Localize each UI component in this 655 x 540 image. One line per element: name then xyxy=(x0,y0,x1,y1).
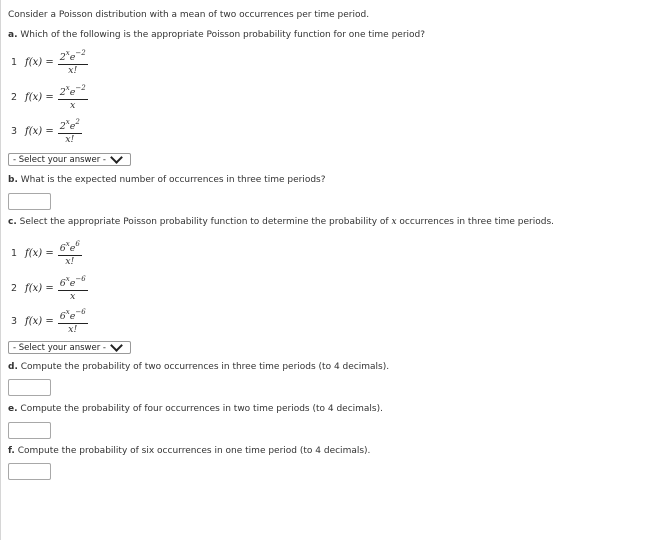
question-c-text-pre: Select the appropriate Poisson probability function to determine the probability of xyxy=(19,217,389,227)
option-fraction xyxy=(58,307,88,336)
fraction-numerator: $6^xe^{-6}$ xyxy=(59,308,86,323)
option-fraction xyxy=(58,48,88,77)
option-fraction xyxy=(58,274,88,303)
option-number: 1 xyxy=(11,248,18,260)
question-a-label: a. xyxy=(8,30,18,40)
question-a xyxy=(8,30,425,40)
question-f-text: Compute the probability of six occurrences in one time period (to 4 decimals). xyxy=(17,446,371,456)
fraction-numerator: $2^xe^{-2}$ xyxy=(59,84,86,99)
question-e-label: e. xyxy=(8,404,18,414)
answer-input-d[interactable] xyxy=(8,379,51,396)
option-lhs: f(x) = xyxy=(25,283,54,295)
option-number: 2 xyxy=(11,92,18,104)
option-c-2 xyxy=(11,274,88,303)
question-c-text-post: occurrences in three time periods. xyxy=(399,217,554,227)
intro-text: Consider a Poisson distribution with a mean of two occurrences per time period. xyxy=(8,10,370,20)
fraction-numerator: $2^xe^{-2}$ xyxy=(59,49,86,64)
fraction-numerator: $6^xe^{-6}$ xyxy=(59,275,86,290)
answer-input-e[interactable] xyxy=(8,422,51,439)
fraction-denominator: x xyxy=(70,100,76,112)
question-c-variable: x xyxy=(391,217,397,227)
option-number: 3 xyxy=(11,316,18,328)
answer-input-f[interactable] xyxy=(8,463,51,480)
select-label: - Select your answer - xyxy=(13,342,106,353)
fraction-numerator: $2^xe^2$ xyxy=(59,118,80,133)
option-fraction xyxy=(58,239,82,268)
option-fraction xyxy=(58,117,82,146)
question-d-label: d. xyxy=(8,362,18,372)
fraction-denominator: x! xyxy=(65,134,75,146)
option-a-2 xyxy=(11,83,88,112)
option-fraction xyxy=(58,83,88,112)
option-lhs: f(x) = xyxy=(25,316,54,328)
answer-select-a[interactable] xyxy=(8,153,131,166)
chevron-down-icon xyxy=(110,339,123,352)
question-b-label: b. xyxy=(8,175,18,185)
option-lhs: f(x) = xyxy=(25,126,54,138)
answer-select-c[interactable] xyxy=(8,341,131,354)
question-e xyxy=(8,404,383,414)
option-number: 2 xyxy=(11,283,18,295)
fraction-denominator: x xyxy=(70,291,76,303)
option-a-3 xyxy=(11,117,82,146)
fraction-denominator: x! xyxy=(68,65,78,77)
fraction-denominator: x! xyxy=(65,256,75,268)
option-lhs: f(x) = xyxy=(25,57,54,69)
answer-input-b[interactable] xyxy=(8,193,51,210)
option-c-3 xyxy=(11,307,88,336)
fraction-denominator: x! xyxy=(68,324,78,336)
chevron-down-icon xyxy=(110,151,123,164)
question-e-text: Compute the probability of four occurrences in two time periods (to 4 decimals). xyxy=(20,404,383,414)
option-c-1 xyxy=(11,239,82,268)
question-d xyxy=(8,362,389,372)
option-lhs: f(x) = xyxy=(25,92,54,104)
option-number: 3 xyxy=(11,126,18,138)
fraction-numerator: $6^xe^6$ xyxy=(59,240,80,255)
select-label: - Select your answer - xyxy=(13,154,106,165)
question-b xyxy=(8,175,326,185)
question-a-text: Which of the following is the appropriate Poisson probability function for one time period? xyxy=(20,30,426,40)
option-number: 1 xyxy=(11,57,18,69)
option-a-1 xyxy=(11,48,88,77)
question-c xyxy=(8,217,554,227)
question-f xyxy=(8,446,370,456)
question-c-label: c. xyxy=(8,217,17,227)
option-lhs: f(x) = xyxy=(25,248,54,260)
question-d-text: Compute the probability of two occurrences in three time periods (to 4 decimals). xyxy=(20,362,390,372)
left-border xyxy=(0,0,1,540)
question-f-label: f. xyxy=(8,446,15,456)
question-b-text: What is the expected number of occurrences in three time periods? xyxy=(20,175,326,185)
